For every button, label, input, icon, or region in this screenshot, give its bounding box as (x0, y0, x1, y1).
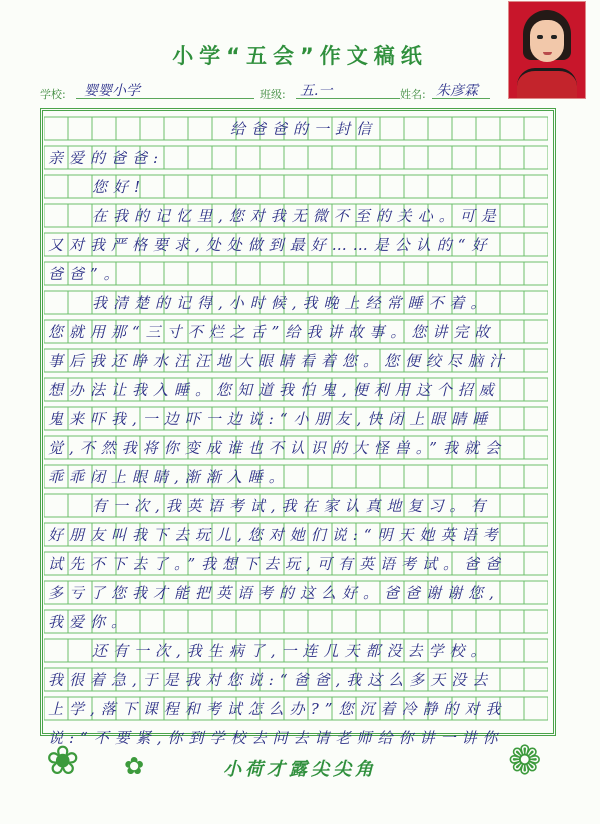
student-photo (508, 1, 586, 99)
essay-line: 好朋友叫我下去玩儿,您对她们说:“明天她英语考 (48, 526, 504, 544)
essay-line: 我清楚的记得,小时候,我晚上经常睡不着。 (92, 294, 492, 312)
essay-line: 想办法让我入睡。您知道我怕鬼,便利用这个招威 (48, 381, 500, 399)
essay-line: 鬼来吓我,一边吓一边说:“小朋友,快闭上眼睛睡 (48, 410, 494, 428)
essay-line: 亲爱的爸爸: (48, 149, 165, 167)
photo-eye-right (551, 35, 557, 39)
name-underline (432, 98, 490, 99)
essay-line: 多亏了您我才能把英语考的这么好。爸爸谢谢您, (48, 584, 500, 602)
clover-icon: ✿ (124, 752, 145, 780)
school-value: 婴婴小学 (84, 83, 140, 99)
essay-line: 说:“不要紧,你到学校去问去请老师给你讲一讲你 (48, 729, 504, 747)
flower-left-icon: ❀ (46, 738, 80, 784)
school-underline (76, 98, 254, 99)
paper-title: 小学“五会”作文稿纸 (172, 44, 428, 68)
name-label: 姓名: (400, 88, 426, 101)
essay-line: 试先不下去了。”我想下去玩,可有英语考试。爸爸 (48, 555, 506, 573)
essay-line: 事后我还睁水汪汪地大眼睛看着您。您便绞尽脑汁 (48, 352, 511, 370)
photo-eye-left (537, 35, 543, 39)
class-underline (296, 98, 400, 99)
essay-line: 觉,不然我将你变成谁也不认识的大怪兽。”我就会 (48, 439, 506, 457)
essay-line: 我爱你。 (48, 613, 133, 631)
footer-slogan: 小荷才露尖尖角 (223, 759, 377, 780)
writing-grid (44, 114, 548, 747)
essay-title: 给爸爸的一封信 (230, 120, 378, 138)
essay-line: 在我的记忆里,您对我无微不至的关心。可是 (92, 207, 502, 225)
essay-line: 我很着急,于是我对您说:“爸爸,我这么多天没去 (48, 671, 494, 689)
essay-line: 您就用那“三寸不烂之舌”给我讲故事。您讲完故 (48, 323, 496, 341)
essay-line: 还有一次,我生病了,一连几天都没去学校。 (92, 642, 492, 660)
essay-line: 上学,落下课程和考试怎么办?”您沉着冷静的对我 (48, 700, 507, 718)
name-value: 朱彦霖 (436, 83, 478, 99)
class-label: 班级: (260, 88, 286, 101)
school-label: 学校: (40, 88, 66, 101)
photo-shirt (517, 68, 577, 99)
header-fields (40, 82, 490, 102)
essay-line: 乖乖闭上眼睛,渐渐入睡。 (48, 468, 290, 486)
essay-line: 您好! (92, 178, 147, 196)
photo-face (530, 20, 564, 62)
essay-line: 爸爸”。 (48, 265, 125, 283)
class-value: 五.一 (300, 83, 333, 99)
essay-line: 又对我严格要求,处处做到最好……是公认的“好 (48, 236, 493, 254)
essay-line: 有一次,我英语考试,我在家认真地复习。有 (92, 497, 492, 515)
flower-right-icon: ❁ (508, 738, 542, 784)
